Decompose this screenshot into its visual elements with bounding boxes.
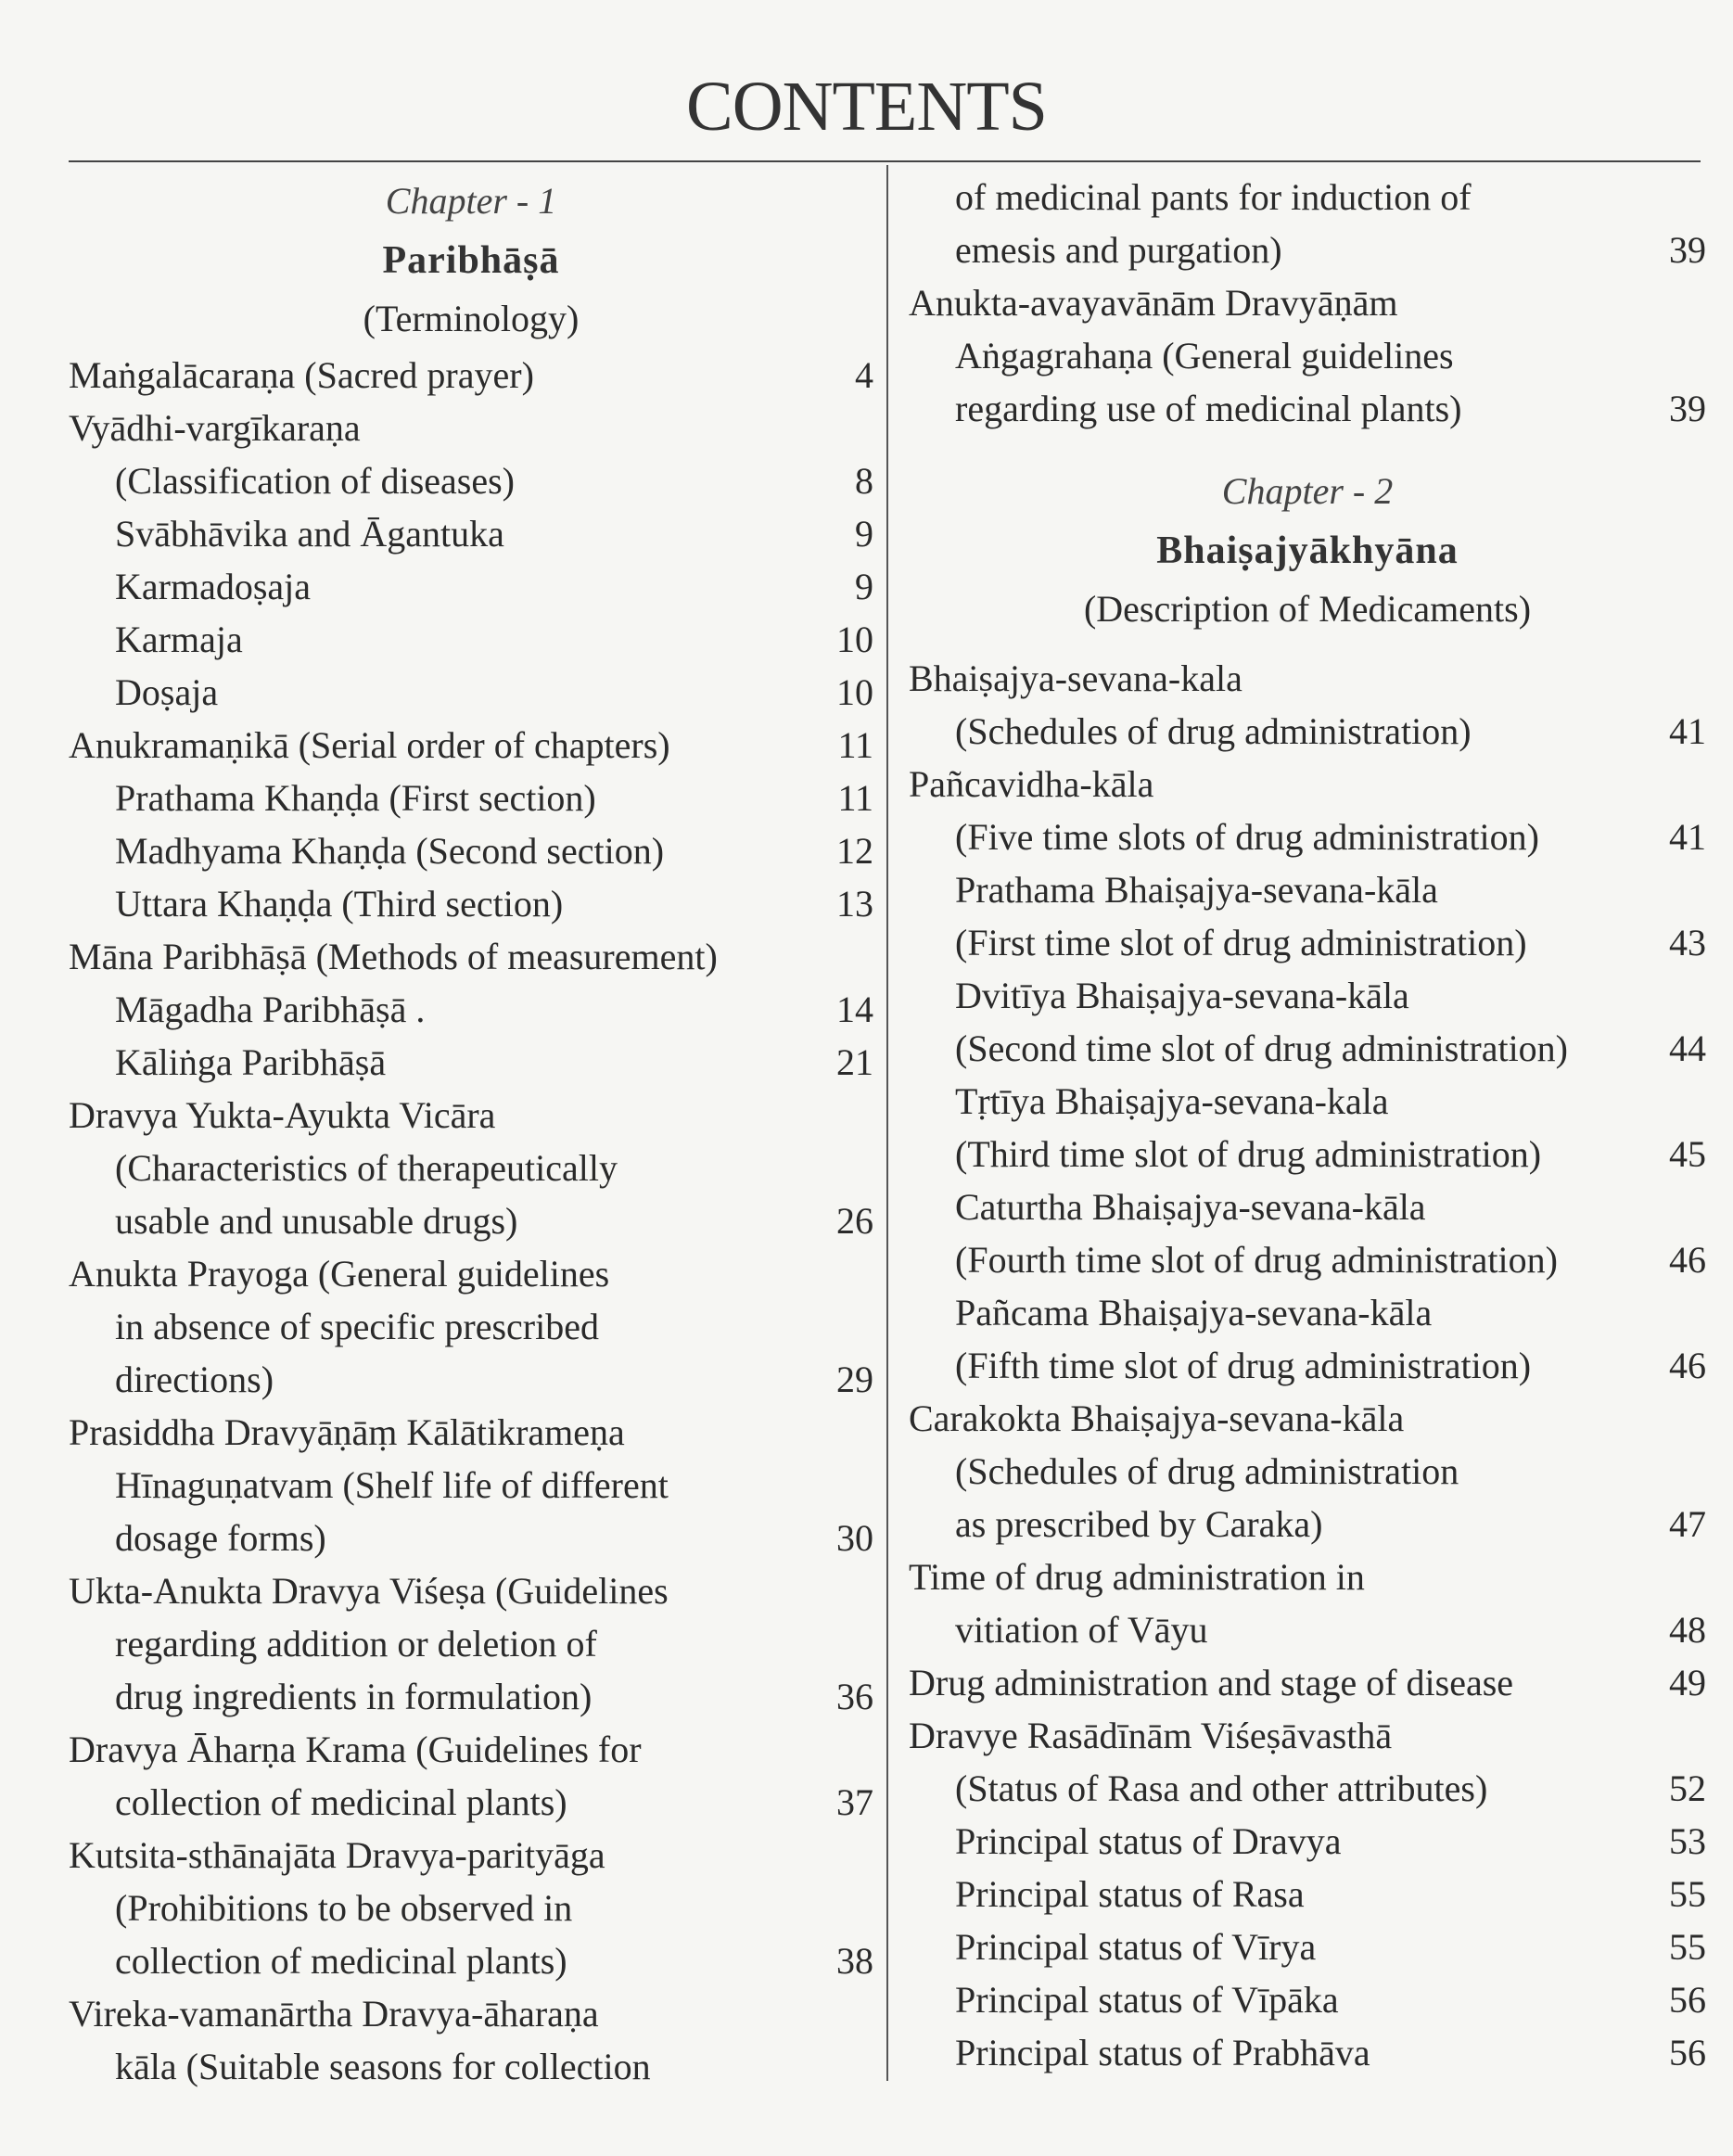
toc-entry xyxy=(69,772,873,824)
toc-page-number: 46 xyxy=(1669,1239,1706,1281)
toc-entry xyxy=(69,1564,873,1617)
toc-entry-text: Time of drug administration in xyxy=(909,1556,1365,1598)
toc-entry-text: vitiation of Vāyu xyxy=(955,1609,1208,1651)
toc-page-number: 10 xyxy=(836,671,873,713)
toc-entry-text: Madhyama Khaṇḍa (Second section) xyxy=(115,830,665,872)
toc-entry-text: (Characteristics of therapeutically xyxy=(115,1147,618,1189)
toc-page-number: 11 xyxy=(837,724,873,766)
toc-entry xyxy=(69,983,873,1036)
toc-entry-text: as prescribed by Caraka) xyxy=(955,1503,1323,1545)
toc-entry xyxy=(69,666,873,719)
toc-entry-text: Doṣaja xyxy=(115,671,219,713)
toc-entry-text: (Status of Rasa and other attributes) xyxy=(955,1767,1488,1809)
toc-entry xyxy=(69,1247,873,1300)
toc-entry xyxy=(69,1194,873,1247)
toc-entry xyxy=(909,1128,1706,1180)
toc-entry xyxy=(69,454,873,507)
toc-entry xyxy=(69,1670,873,1723)
toc-page-number: 52 xyxy=(1669,1767,1706,1809)
toc-list-continued xyxy=(909,171,1706,435)
spacer xyxy=(909,639,1706,652)
toc-page-number: 9 xyxy=(855,566,873,607)
toc-page-number: 38 xyxy=(836,1940,873,1982)
toc-entry-text: Prasiddha Dravyāṇāṃ Kālātikrameṇa xyxy=(69,1411,625,1453)
toc-entry xyxy=(909,1075,1706,1128)
toc-entry xyxy=(909,1445,1706,1498)
toc-page-number: 4 xyxy=(855,354,873,396)
toc-entry-text: (Fifth time slot of drug administration) xyxy=(955,1345,1532,1386)
toc-entry-text: Anukta-avayavānām Dravyāṇām xyxy=(909,282,1398,324)
toc-entry xyxy=(909,1498,1706,1550)
toc-entry-text: Principal status of Rasa xyxy=(955,1873,1305,1915)
toc-entry-text: (First time slot of drug administration) xyxy=(955,922,1527,963)
toc-entry-text: (Third time slot of drug administration) xyxy=(955,1133,1542,1175)
toc-entry-text: regarding use of medicinal plants) xyxy=(955,388,1462,429)
toc-entry-text: Principal status of Vīrya xyxy=(955,1926,1317,1968)
chapter-title: Paribhāṣā xyxy=(382,239,560,282)
toc-entry-text: Karmadoṣaja xyxy=(115,566,312,607)
chapter-subtitle: (Terminology) xyxy=(363,298,580,339)
toc-page-number: 55 xyxy=(1669,1926,1706,1968)
toc-entry-text: Svābhāvika and Āgantuka xyxy=(115,513,504,555)
toc-page-number: 30 xyxy=(836,1517,873,1559)
toc-entry xyxy=(69,1882,873,1934)
toc-entry-text: Maṅgalācaraṇa (Sacred prayer) xyxy=(69,354,534,396)
toc-entry xyxy=(909,223,1706,276)
toc-entry xyxy=(909,1868,1706,1920)
toc-entry xyxy=(909,1286,1706,1339)
toc-page-number: 46 xyxy=(1669,1345,1706,1386)
toc-entry-text: collection of medicinal plants) xyxy=(115,1940,567,1982)
toc-entry-text: Aṅgagrahaṇa (General guidelines xyxy=(955,335,1454,376)
toc-entry xyxy=(69,1406,873,1459)
toc-entry-text: Prathama Khaṇḍa (First section) xyxy=(115,777,596,819)
toc-page-number: 12 xyxy=(836,830,873,872)
toc-entry xyxy=(69,1142,873,1194)
toc-entry xyxy=(909,1550,1706,1603)
toc-entry xyxy=(69,719,873,772)
toc-entry xyxy=(69,824,873,877)
chapter-label: Chapter - 1 xyxy=(385,180,557,222)
toc-entry xyxy=(69,402,873,454)
toc-entry xyxy=(909,810,1706,863)
toc-entry-text: of medicinal pants for induction of xyxy=(955,176,1472,218)
toc-entry xyxy=(69,349,873,402)
page-title: CONTENTS xyxy=(686,68,1047,146)
toc-page-number: 41 xyxy=(1669,816,1706,858)
toc-page-number: 39 xyxy=(1669,388,1706,429)
toc-entry-text: drug ingredients in formulation) xyxy=(115,1676,593,1717)
toc-entry-text: Māgadha Paribhāṣā . xyxy=(115,989,426,1030)
toc-entry xyxy=(909,329,1706,382)
toc-page-number: 56 xyxy=(1669,1979,1706,2021)
toc-page-number: 26 xyxy=(836,1200,873,1242)
toc-entry-text: Vyādhi-vargīkaraṇa xyxy=(69,407,361,449)
toc-entry xyxy=(909,705,1706,758)
toc-entry xyxy=(69,1829,873,1882)
toc-page-number: 8 xyxy=(855,460,873,502)
toc-entry-text: Principal status of Vīpāka xyxy=(955,1979,1339,2021)
toc-entry-text: dosage forms) xyxy=(115,1517,326,1559)
toc-entry-text: Karmaja xyxy=(115,619,243,660)
toc-entry-text: (Second time slot of drug administration) xyxy=(955,1027,1568,1069)
toc-entry-text: Pañcavidha-kāla xyxy=(909,763,1154,805)
toc-entry xyxy=(69,613,873,666)
toc-page-number: 53 xyxy=(1669,1820,1706,1862)
toc-entry-text: emesis and purgation) xyxy=(955,229,1282,271)
toc-entry-text: Tṛtīya Bhaiṣajya-sevana-kala xyxy=(955,1080,1389,1122)
toc-entry xyxy=(909,1022,1706,1075)
chapter-label: Chapter - 2 xyxy=(1221,470,1394,512)
toc-entry-text: Māna Paribhāṣā (Methods of measurement) xyxy=(69,936,718,977)
toc-entry-text: Ukta-Anukta Dravya Viśeṣa (Guidelines xyxy=(69,1570,669,1612)
toc-page-number: 49 xyxy=(1669,1662,1706,1703)
toc-entry xyxy=(69,1723,873,1776)
toc-entry-text: (Schedules of drug administration) xyxy=(955,710,1472,752)
toc-entry-text: kāla (Suitable seasons for collection xyxy=(115,2046,651,2087)
toc-entry xyxy=(69,1459,873,1512)
toc-page-number: 9 xyxy=(855,513,873,555)
toc-entry xyxy=(69,1512,873,1564)
toc-entry-text: regarding addition or deletion of xyxy=(115,1623,597,1665)
toc-page-number: 11 xyxy=(837,777,873,819)
toc-entry xyxy=(69,1300,873,1353)
toc-entry xyxy=(69,877,873,930)
left-column xyxy=(69,171,873,2093)
title-rule xyxy=(69,160,1701,162)
toc-entry-text: usable and unusable drugs) xyxy=(115,1200,518,1242)
toc-entry-text: Principal status of Prabhāva xyxy=(955,2032,1370,2073)
toc-page-number: 10 xyxy=(836,619,873,660)
toc-entry-text: Prathama Bhaiṣajya-sevana-kāla xyxy=(955,869,1438,911)
toc-page-number: 56 xyxy=(1669,2032,1706,2073)
chapter-subtitle: (Description of Medicaments) xyxy=(1083,588,1532,630)
toc-entry xyxy=(69,1089,873,1142)
toc-page-number: 36 xyxy=(836,1676,873,1717)
toc-entry-text: (Classification of diseases) xyxy=(115,460,515,502)
toc-entry-text: Kutsita-sthānajāta Dravya-parityāga xyxy=(69,1834,605,1876)
toc-entry xyxy=(69,1036,873,1089)
toc-entry-text: Carakokta Bhaiṣajya-sevana-kāla xyxy=(909,1397,1405,1439)
toc-page-number: 47 xyxy=(1669,1503,1706,1545)
toc-entry-text: in absence of specific prescribed xyxy=(115,1306,599,1347)
toc-entry xyxy=(909,2026,1706,2079)
toc-entry xyxy=(909,863,1706,916)
toc-entry-text: Caturtha Bhaiṣajya-sevana-kāla xyxy=(955,1186,1426,1228)
toc-entry xyxy=(909,1709,1706,1762)
toc-entry-text: Vireka-vamanārtha Dravya-āharaṇa xyxy=(69,1993,599,2035)
toc-page-number: 44 xyxy=(1669,1027,1706,1069)
toc-entry xyxy=(69,930,873,983)
toc-entry xyxy=(909,1233,1706,1286)
toc-page-number: 48 xyxy=(1669,1609,1706,1651)
toc-entry xyxy=(909,1815,1706,1868)
toc-page-number: 21 xyxy=(836,1041,873,1083)
toc-entry xyxy=(909,1920,1706,1973)
toc-page-number: 41 xyxy=(1669,710,1706,752)
toc-entry-text: collection of medicinal plants) xyxy=(115,1781,567,1823)
toc-page-number: 55 xyxy=(1669,1873,1706,1915)
toc-entry xyxy=(69,2040,873,2093)
toc-entry-text: (Five time slots of drug administration) xyxy=(955,816,1539,858)
chapter-title: Bhaiṣajyākhyāna xyxy=(1156,529,1459,572)
toc-page-number: 43 xyxy=(1669,922,1706,963)
toc-list xyxy=(909,652,1706,2079)
toc-entry xyxy=(909,758,1706,810)
toc-page-number: 13 xyxy=(836,883,873,925)
toc-entry-text: Pañcama Bhaiṣajya-sevana-kāla xyxy=(955,1292,1433,1333)
toc-entry xyxy=(909,1762,1706,1815)
toc-entry-text: Dvitīya Bhaiṣajya-sevana-kāla xyxy=(955,975,1409,1016)
toc-entry-text: Principal status of Dravya xyxy=(955,1820,1342,1862)
toc-entry xyxy=(909,1973,1706,2026)
toc-entry xyxy=(909,1339,1706,1392)
toc-entry-text: Anukramaṇikā (Serial order of chapters) xyxy=(69,724,670,766)
toc-entry xyxy=(69,507,873,560)
toc-entry xyxy=(909,1180,1706,1233)
toc-page-number: 14 xyxy=(836,989,873,1030)
toc-entry-text: (Prohibitions to be observed in xyxy=(115,1887,573,1929)
toc-page-number: 37 xyxy=(836,1781,873,1823)
toc-entry-text: Uttara Khaṇḍa (Third section) xyxy=(115,883,564,925)
toc-page-number: 39 xyxy=(1669,229,1706,271)
toc-entry-text: (Fourth time slot of drug administration) xyxy=(955,1239,1558,1281)
toc-entry xyxy=(69,1617,873,1670)
toc-entry xyxy=(909,652,1706,705)
toc-entry xyxy=(909,382,1706,435)
toc-list xyxy=(69,349,873,2093)
toc-entry xyxy=(69,1934,873,1987)
toc-entry xyxy=(69,1353,873,1406)
toc-entry-text: Drug administration and stage of disease xyxy=(909,1662,1514,1703)
toc-entry-text: Dravya Yukta-Ayukta Vicāra xyxy=(69,1094,496,1136)
toc-entry xyxy=(909,916,1706,969)
toc-entry xyxy=(909,1392,1706,1445)
column-divider xyxy=(886,165,888,2081)
spacer xyxy=(909,435,1706,461)
toc-entry xyxy=(909,276,1706,329)
toc-entry xyxy=(909,1656,1706,1709)
toc-entry xyxy=(909,171,1706,223)
toc-entry-text: directions) xyxy=(115,1359,274,1400)
toc-entry xyxy=(69,1776,873,1829)
toc-entry-text: Kāliṅga Paribhāṣā xyxy=(115,1041,387,1083)
toc-entry-text: Bhaiṣajya-sevana-kala xyxy=(909,657,1242,699)
toc-entry xyxy=(69,560,873,613)
toc-page-number: 29 xyxy=(836,1359,873,1400)
toc-entry xyxy=(909,969,1706,1022)
right-column xyxy=(909,171,1706,2079)
toc-entry-text: Hīnaguṇatvam (Shelf life of different xyxy=(115,1464,669,1506)
toc-entry-text: Anukta Prayoga (General guidelines xyxy=(69,1253,610,1295)
toc-entry xyxy=(69,1987,873,2040)
toc-entry-text: Dravye Rasādīnām Viśeṣāvasthā xyxy=(909,1715,1393,1756)
toc-entry-text: (Schedules of drug administration xyxy=(955,1450,1459,1492)
toc-entry-text: Dravya Āharṇa Krama (Guidelines for xyxy=(69,1729,642,1770)
toc-page-number: 45 xyxy=(1669,1133,1706,1175)
toc-entry xyxy=(909,1603,1706,1656)
